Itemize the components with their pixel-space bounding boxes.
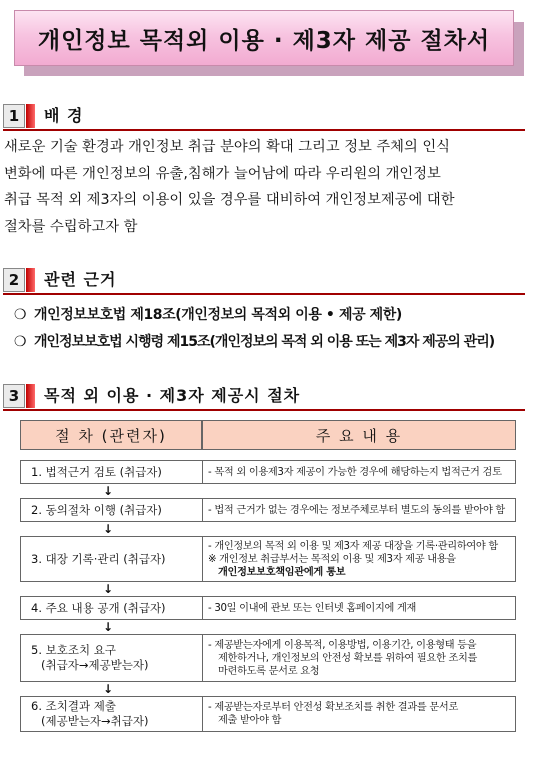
section-2-header	[0, 268, 535, 292]
down-arrow-icon: ↓	[102, 582, 114, 596]
content-line: - 제공받는자로부터 안전성 확보조치를 취한 결과를 문서로	[208, 702, 458, 713]
content-line: 개인정보보호책임관에게 통보	[218, 566, 346, 578]
section-title: 배 경	[44, 106, 84, 125]
list-item	[14, 302, 534, 329]
content-line: - 30일 이내에 관보 또는 인터넷 홈페이지에 게재	[208, 602, 417, 614]
step-label: 3. 대장 기록·관리 (취급자)	[31, 551, 166, 566]
paragraph-line: 변화에 따른 개인정보의 유출,침해가 늘어남에 따라 우리원의 개인정보	[4, 165, 441, 182]
section-number: 3	[3, 384, 25, 408]
step-cell	[21, 461, 203, 483]
step-label: 1. 법적근거 검토 (취급자)	[31, 464, 162, 479]
down-arrow-icon: ↓	[102, 682, 114, 696]
table-row	[20, 596, 516, 620]
step-cell	[21, 499, 203, 521]
section-3-header	[0, 384, 535, 408]
step-cell	[21, 635, 203, 681]
step-label: 5. 보호조치 요구	[31, 643, 116, 657]
table-row	[20, 536, 516, 582]
step-cell	[21, 697, 203, 731]
down-arrow-icon: ↓	[102, 522, 114, 536]
list-item-text: 개인정보보호법 시행령 제15조(개인정보의 목적 외 이용 또는 제3자 제공의 관리)	[34, 334, 495, 350]
page-title: 개인정보 목적외 이용 · 제3자 제공 절차서	[37, 27, 491, 54]
content-line: 제한하거나, 개인정보의 안전성 확보를 위하여 필요한 조치를	[218, 652, 478, 664]
content-line: - 제공받는자에게 이용목적, 이용방법, 이용기간, 이용형태 등을	[208, 639, 477, 651]
content-cell	[203, 461, 515, 483]
content-line: 마련하도록 문서로 요청	[218, 665, 320, 677]
section-accent-bar	[26, 268, 35, 292]
list-item-text: 개인정보보호법 제18조(개인정보의 목적외 이용 • 제공 제한)	[34, 307, 402, 323]
legal-basis-list	[14, 302, 534, 356]
section-number: 2	[3, 268, 25, 292]
section-1-header	[0, 104, 535, 128]
step-sublabel: (제공받는자→취급자)	[41, 714, 149, 728]
content-line: - 목적 외 이용제3자 제공이 가능한 경우에 해당하는지 법적근거 검토	[208, 466, 502, 478]
down-arrow-icon: ↓	[102, 484, 114, 498]
section-divider	[3, 129, 525, 131]
section-accent-bar	[26, 384, 35, 408]
content-line: 제출 받아야 함	[218, 715, 282, 726]
section-accent-bar	[26, 104, 35, 128]
circle-bullet-icon: ❍	[14, 307, 27, 323]
title-banner	[14, 10, 514, 66]
step-label: 4. 주요 내용 공개 (취급자)	[31, 600, 166, 615]
table-row	[20, 460, 516, 484]
content-cell	[203, 537, 515, 581]
step-label: 2. 동의절차 이행 (취급자)	[31, 502, 162, 517]
paragraph-line: 절차를 수립하고자 함	[4, 218, 138, 235]
section-title: 목적 외 이용 · 제3자 제공시 절차	[44, 386, 301, 405]
section-divider	[3, 293, 525, 295]
content-cell	[203, 635, 515, 681]
content-line: ※ 개인정보 취급부서는 목적외 이용 및 제3자 제공 내용을	[208, 553, 456, 565]
content-cell	[203, 697, 515, 731]
circle-bullet-icon: ❍	[14, 334, 27, 350]
paragraph-line: 새로운 기술 환경과 개인정보 취급 분야의 확대 그리고 정보 주체의 인식	[4, 139, 450, 155]
content-line: - 법적 근거가 없는 경우에는 정보주체로부터 별도의 동의를 받아야 함	[208, 504, 505, 516]
content-line: - 개인정보의 목적 외 이용 및 제3자 제공 대장을 기록·관리하여야 함	[208, 540, 498, 552]
step-cell	[21, 597, 203, 619]
content-cell	[203, 597, 515, 619]
paragraph-line: 취급 목적 외 제3자의 이용이 있을 경우를 대비하여 개인정보제공에 대한	[4, 192, 455, 208]
section-title: 관련 근거	[44, 270, 117, 289]
table-row	[20, 634, 516, 682]
section-number: 1	[3, 104, 25, 128]
step-label: 6. 조치결과 제출	[31, 699, 116, 713]
section-divider	[3, 409, 525, 411]
background-paragraph	[4, 134, 531, 240]
table-header-procedure: 절 차 (관련자)	[20, 420, 202, 450]
table-header-content: 주 요 내 용	[202, 420, 516, 450]
table-row	[20, 696, 516, 732]
down-arrow-icon: ↓	[102, 620, 114, 634]
content-cell	[203, 499, 515, 521]
table-row	[20, 498, 516, 522]
list-item	[14, 329, 534, 356]
step-cell	[21, 537, 203, 581]
step-sublabel: (취급자→제공받는자)	[41, 658, 149, 672]
